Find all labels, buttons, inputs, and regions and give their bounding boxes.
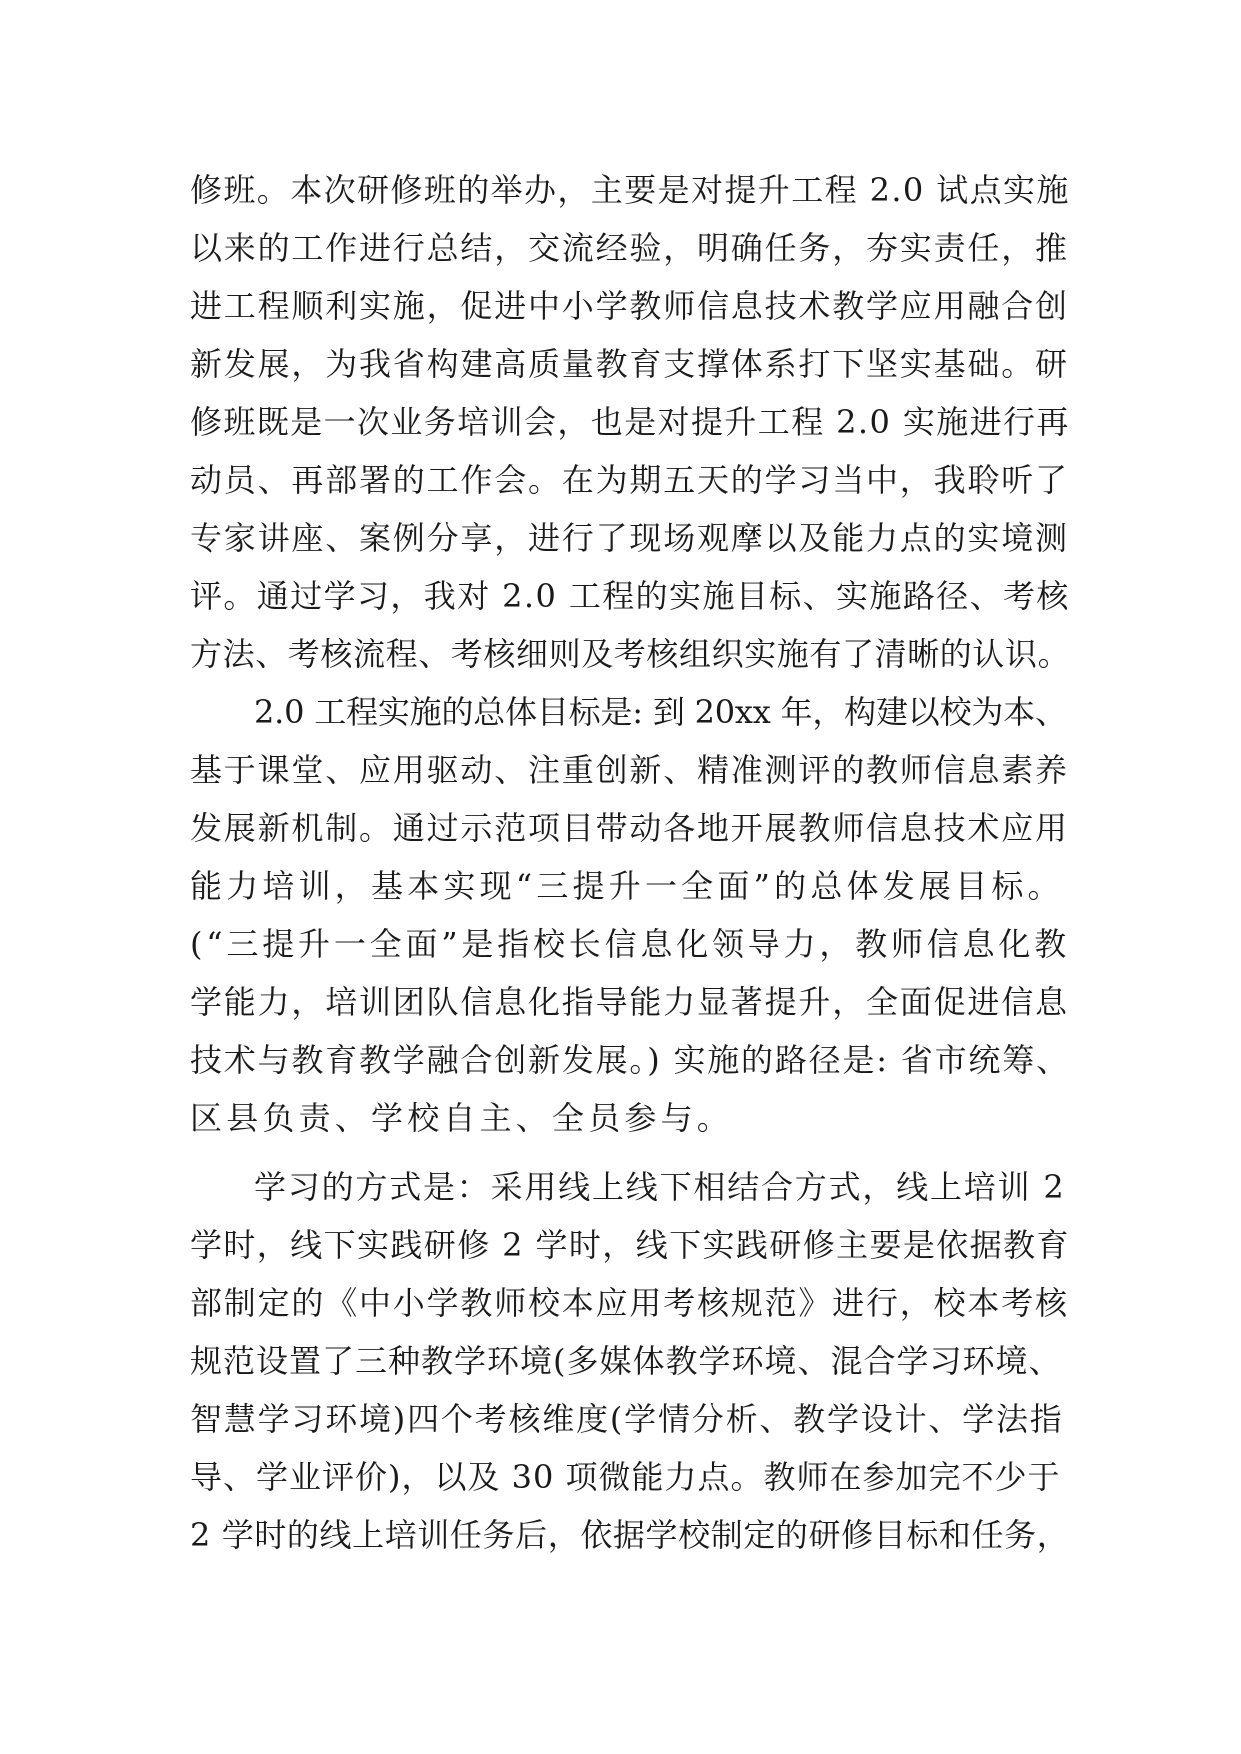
text-line: 进工程顺利实施，促进中小学教师信息技术教学应用融合创 — [190, 287, 1069, 325]
text-line: 智慧学习环境)四个考核维度(学情分析、教学设计、学法指 — [190, 1400, 1064, 1438]
text-line: 学习的方式是：采用线上线下相结合方式，线上培训 2 — [254, 1168, 1066, 1206]
text-line: 部制定的《中小学教师校本应用考核规范》进行，校本考核 — [190, 1284, 1069, 1322]
text-line: 2.0 工程实施的总体目标是: 到 20xx 年，构建以校为本、 — [254, 693, 1067, 731]
text-line: 学时，线下实践研修 2 学时，线下实践研修主要是依据教育 — [190, 1226, 1070, 1264]
text-line: 以来的工作进行总结，交流经验，明确任务，夯实责任，推 — [190, 229, 1069, 267]
text-line: 动员、再部署的工作会。在为期五天的学习当中，我聆听了 — [190, 461, 1069, 499]
text-line: 修班。本次研修班的举办，主要是对提升工程 2.0 试点实施 — [190, 171, 1070, 209]
text-line: 方法、考核流程、考核细则及考核组织实施有了清晰的认识。 — [190, 635, 1071, 673]
document-body — [190, 161, 1070, 1564]
text-line: 基于课堂、应用驱动、注重创新、精准测评的教师信息素养 — [190, 751, 1069, 789]
text-line: (“三提升一全面”是指校长信息化领导力，教师信息化教 — [190, 925, 1071, 963]
text-line: 2 学时的线上培训任务后，依据学校制定的研修目标和任务， — [190, 1516, 1070, 1554]
text-line: 发展新机制。通过示范项目带动各地开展教师信息技术应用 — [190, 809, 1069, 847]
text-line: 修班既是一次业务培训会，也是对提升工程 2.0 实施进行再 — [190, 403, 1070, 441]
text-line: 规范设置了三种教学环境(多媒体教学环境、混合学习环境、 — [190, 1342, 1062, 1380]
text-line: 技术与教育教学融合创新发展。) 实施的路径是: 省市统筹、 — [190, 1041, 1070, 1079]
text-line: 区县负责、学校自主、全员参与。 — [190, 1099, 734, 1137]
text-line: 专家讲座、案例分享，进行了现场观摩以及能力点的实境测 — [190, 519, 1069, 557]
paragraph-2 — [190, 683, 1070, 1147]
paragraph-3 — [190, 1158, 1070, 1564]
text-line: 导、学业评价)，以及 30 项微能力点。教师在参加完不少于 — [190, 1458, 1061, 1496]
text-line: 学能力，培训团队信息化指导能力显著提升，全面促进信息 — [190, 983, 1069, 1021]
paragraph-1 — [190, 161, 1070, 683]
text-line: 能力培训，基本实现“三提升一全面”的总体发展目标。 — [190, 867, 1064, 905]
text-line: 新发展，为我省构建高质量教育支撑体系打下坚实基础。研 — [190, 345, 1069, 383]
text-line: 评。通过学习，我对 2.0 工程的实施目标、实施路径、考核 — [190, 577, 1070, 615]
